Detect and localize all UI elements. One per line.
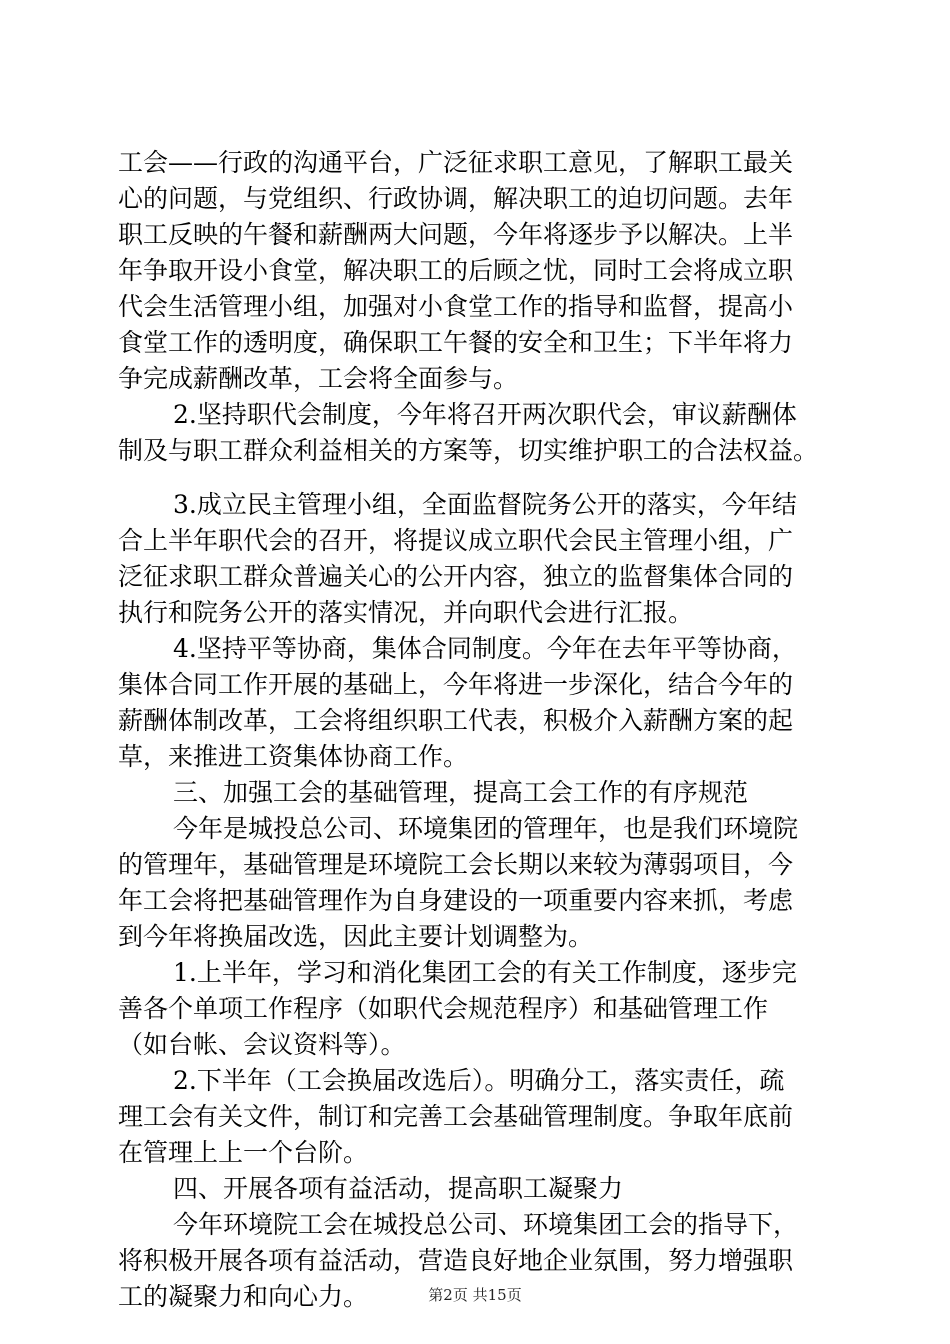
text-line: 工会——行政的沟通平台，广泛征求职工意见，了解职工最关 xyxy=(118,148,794,177)
text-line: 2.下半年（工会换届改选后）。明确分工，落实责任，疏 xyxy=(173,1066,785,1095)
text-line: 职工反映的午餐和薪酬两大问题，今年将逐步予以解决。上半 xyxy=(118,220,794,249)
page-number-footer: 第2页 共15页 xyxy=(428,1286,522,1304)
text-line: 理工会有关文件，制订和完善工会基础管理制度。争取年底前 xyxy=(118,1102,794,1131)
text-line: 到今年将换届改选，因此主要计划调整为。 xyxy=(118,922,594,951)
text-line: 4.坚持平等协商，集体合同制度。今年在去年平等协商， xyxy=(173,634,797,663)
text-line: 食堂工作的透明度，确保职工午餐的安全和卫生；下半年将力 xyxy=(118,328,794,357)
text-line: （如台帐、会议资料等）。 xyxy=(118,1030,406,1059)
text-line: 合上半年职代会的召开，将提议成立职代会民主管理小组，广 xyxy=(118,526,794,555)
text-line: 草，来推进工资集体协商工作。 xyxy=(118,742,469,771)
text-line: 善各个单项工作程序（如职代会规范程序）和基础管理工作 xyxy=(118,994,769,1023)
text-line: 2.坚持职代会制度，今年将召开两次职代会，审议薪酬体 xyxy=(173,400,797,429)
text-line: 在管理上上一个台阶。 xyxy=(118,1138,369,1167)
text-line: 执行和院务公开的落实情况，并向职代会进行汇报。 xyxy=(118,598,694,627)
text-line: 争完成薪酬改革，工会将全面参与。 xyxy=(118,364,519,393)
text-line: 将积极开展各项有益活动，营造良好地企业氛围，努力增强职 xyxy=(118,1246,794,1275)
section-heading: 四、开展各项有益活动，提高职工凝聚力 xyxy=(173,1174,624,1203)
text-line: 泛征求职工群众普遍关心的公开内容，独立的监督集体合同的 xyxy=(118,562,794,591)
text-line: 年工会将把基础管理作为自身建设的一项重要内容来抓，考虑 xyxy=(118,886,794,915)
section-heading: 三、加强工会的基础管理，提高工会工作的有序规范 xyxy=(173,778,749,807)
text-line: 代会生活管理小组，加强对小食堂工作的指导和监督，提高小 xyxy=(118,292,794,321)
text-line: 工的凝聚力和向心力。 xyxy=(118,1282,369,1311)
text-line: 制及与职工群众利益相关的方案等，切实维护职工的合法权益。 xyxy=(118,436,819,465)
text-line: 心的问题，与党组织、行政协调，解决职工的迫切问题。去年 xyxy=(118,184,794,213)
text-line: 1.上半年，学习和消化集团工会的有关工作制度，逐步完 xyxy=(173,958,797,987)
text-line: 今年是城投总公司、环境集团的管理年，也是我们环境院 xyxy=(173,814,799,843)
text-line: 薪酬体制改革，工会将组织职工代表，积极介入薪酬方案的起 xyxy=(118,706,794,735)
text-line: 的管理年，基础管理是环境院工会长期以来较为薄弱项目，今 xyxy=(118,850,794,879)
text-line: 年争取开设小食堂，解决职工的后顾之忧，同时工会将成立职 xyxy=(118,256,794,285)
text-line: 集体合同工作开展的基础上，今年将进一步深化，结合今年的 xyxy=(118,670,794,699)
text-line: 今年环境院工会在城投总公司、环境集团工会的指导下， xyxy=(173,1210,799,1239)
text-line: 3.成立民主管理小组，全面监督院务公开的落实，今年结 xyxy=(173,490,797,519)
